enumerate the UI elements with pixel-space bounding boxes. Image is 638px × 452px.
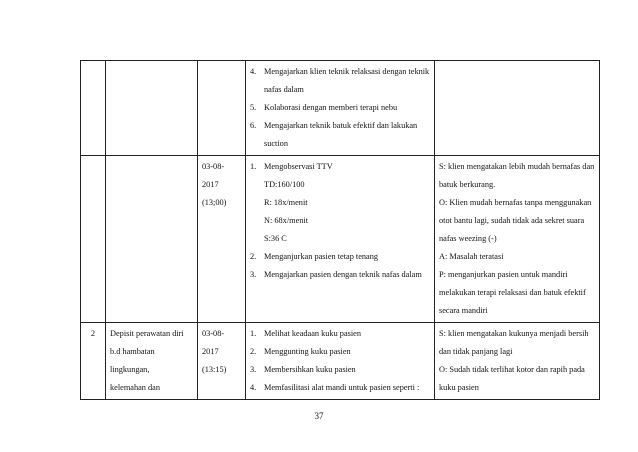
diagnosis-line: Depisit perawatan diri [110, 329, 184, 338]
action-number: 1. [250, 329, 257, 338]
cell-number: 2 [81, 323, 106, 400]
table-row [81, 61, 600, 156]
action-text: Membersihkan kuku pasien [264, 365, 356, 374]
cell-diagnosis [106, 156, 198, 323]
diagnosis-line: lingkungan, [110, 365, 150, 374]
action-item [250, 266, 430, 284]
date-time-line: 2017 [202, 180, 219, 189]
action-text: Mengajarkan klien teknik relaksasi dengan teknik nafas dalam [264, 67, 430, 94]
action-list [250, 63, 430, 153]
action-text: Kolaborasi dengan memberi terapi nebu [264, 103, 398, 112]
action-number: 6. [250, 121, 257, 130]
action-text: Mengobservasi TTV [264, 162, 333, 171]
action-text: Mengajarkan teknik batuk efektif dan lakukan suction [264, 121, 418, 148]
action-item [250, 176, 430, 194]
action-item [250, 248, 430, 266]
cell-diagnosis [106, 61, 198, 156]
evaluation-line: S: klien mengatakan lebih mudah bernafas dan batuk berkurang. [439, 162, 595, 189]
cell-evaluation [435, 61, 600, 156]
evaluation-line: A: Masalah teratasi [439, 252, 504, 261]
cell-number [81, 156, 106, 323]
diagnosis-line: b.d hambatan [110, 347, 155, 356]
cell-actions [246, 61, 435, 156]
cell-number [81, 61, 106, 156]
action-item [250, 325, 430, 343]
action-list [250, 158, 430, 284]
action-text: Memfasilitasi alat mandi untuk pasien seperti : [264, 383, 420, 392]
cell-date-time [198, 61, 246, 156]
page-number: 37 [314, 411, 324, 421]
cell-date-time [198, 323, 246, 400]
action-item [250, 99, 430, 117]
evaluation-line: O: Klien mudah bernafas tanpa menggunakan otot bantu lagi, sudah tidak ada sekret suara nafas weezing (-) [439, 198, 592, 243]
action-item [250, 158, 430, 176]
evaluation-line: S: klien mengatakan kukunya menjadi bersih dan tidak panjang lagi [439, 329, 589, 356]
action-item [250, 63, 430, 99]
action-number: 4. [250, 383, 257, 392]
action-text: N: 68x/menit [264, 216, 309, 225]
cell-evaluation [435, 323, 600, 400]
action-number [250, 194, 264, 212]
action-item [250, 230, 430, 248]
evaluation-line: O: Sudah tidak terlihat kotor dan rapih pada kuku pasien [439, 365, 585, 392]
action-item [250, 343, 430, 361]
nursing-implementation-table [80, 60, 600, 400]
action-text: R: 18x/menit [264, 198, 308, 207]
table-row [81, 156, 600, 323]
action-number: 5. [250, 103, 257, 112]
action-number: 4. [250, 67, 257, 76]
diagnosis-line: kelemahan dan [110, 383, 160, 392]
action-number [250, 230, 264, 248]
action-text: Melihat keadaan kuku pasien [264, 329, 361, 338]
action-item [250, 117, 430, 153]
action-number [250, 212, 264, 230]
date-time-line: 03-08- [202, 329, 225, 338]
table-row [81, 323, 600, 400]
action-number: 2. [250, 252, 257, 261]
cell-date-time [198, 156, 246, 323]
action-item [250, 379, 430, 397]
action-number: 3. [250, 270, 257, 279]
cell-evaluation [435, 156, 600, 323]
action-text: Menganjurkan pasien tetap tenang [264, 252, 379, 261]
action-item [250, 212, 430, 230]
date-time-line: (13:15) [202, 365, 227, 374]
action-number [250, 176, 264, 194]
date-time-line: (13;00) [202, 198, 227, 207]
action-text: Mengajarkan pasien dengan teknik nafas dalam [264, 270, 422, 279]
action-number: 1. [250, 162, 257, 171]
date-time-line: 03-08- [202, 162, 225, 171]
action-item [250, 194, 430, 212]
cell-actions [246, 323, 435, 400]
action-text: Menggunting kuku pasien [264, 347, 351, 356]
date-time-line: 2017 [202, 347, 219, 356]
action-text: S:36 C [264, 234, 287, 243]
evaluation-line: P: menganjurkan pasien untuk mandiri melakukan terapi relaksasi dan batuk efektif secara mandiri [439, 270, 586, 315]
action-text: TD:160/100 [264, 180, 305, 189]
cell-diagnosis [106, 323, 198, 400]
action-list [250, 325, 430, 397]
action-item [250, 361, 430, 379]
action-number: 2. [250, 347, 257, 356]
cell-actions [246, 156, 435, 323]
action-number: 3. [250, 365, 257, 374]
